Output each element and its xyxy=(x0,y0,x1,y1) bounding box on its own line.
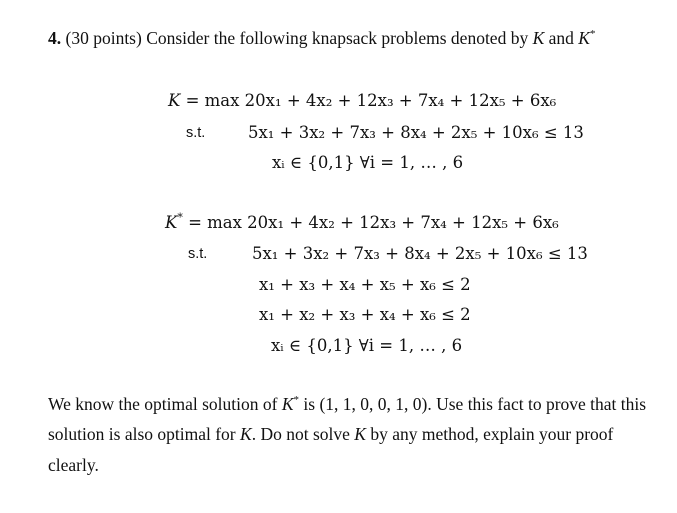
paragraph-line-2-part-b: . Do not solve xyxy=(251,424,355,444)
paragraph-line-1-part-a: We know the optimal solution of xyxy=(48,394,282,414)
paragraph-line-2-part-c: by any method, explain your proof xyxy=(365,424,614,444)
symbol-k: K xyxy=(532,28,545,48)
kstar-domain: xᵢ ∈ {0,1} ∀i = 1, … , 6 xyxy=(271,336,463,355)
kstar-objective-star: * xyxy=(177,211,183,224)
paragraph-symbol-k-2: K xyxy=(354,424,366,444)
question-number: 4. xyxy=(48,28,62,48)
k-objective-lhs: K xyxy=(168,91,181,110)
question-intro-text: (30 points) Consider the following knapsack problems denoted by xyxy=(61,28,533,48)
paragraph-line-1 xyxy=(48,389,658,419)
paragraph-symbol-k-star: K xyxy=(281,394,294,414)
star-superscript: * xyxy=(589,28,596,40)
question-heading xyxy=(48,28,595,49)
k-objective xyxy=(168,91,556,110)
kstar-objective xyxy=(165,213,559,232)
kstar-objective-expression: = max 20x₁ + 4x₂ + 12x₃ + 7x₄ + 12x₅ + 6x₆ xyxy=(182,213,559,232)
k-constraint-1: 5x₁ + 3x₂ + 7x₃ + 8x₄ + 2x₅ + 10x₆ ≤ 13 xyxy=(248,123,584,142)
kstar-constraint-2: x₁ + x₃ + x₄ + x₅ + x₆ ≤ 2 xyxy=(259,275,471,294)
question-and-text: and xyxy=(544,28,579,48)
paragraph-star: * xyxy=(293,394,300,406)
k-domain: xᵢ ∈ {0,1} ∀i = 1, … , 6 xyxy=(272,153,464,172)
k-objective-expression: = max 20x₁ + 4x₂ + 12x₃ + 7x₄ + 12x₅ + 6x₆ xyxy=(180,91,557,110)
paragraph-line-3: clearly. xyxy=(48,455,99,475)
kstar-objective-lhs: K xyxy=(165,213,178,232)
paragraph-line-2 xyxy=(48,419,658,449)
symbol-k-star: K xyxy=(578,28,590,48)
kstar-st-label: s.t. xyxy=(188,246,208,262)
k-st-label: s.t. xyxy=(186,125,206,141)
paragraph-line-1-part-b: is (1, 1, 0, 0, 1, 0). Use this fact to prove that this xyxy=(299,394,647,414)
kstar-constraint-3: x₁ + x₂ + x₃ + x₄ + x₆ ≤ 2 xyxy=(259,305,471,324)
paragraph-line-2-part-a: solution is also optimal for xyxy=(48,424,241,444)
paragraph-symbol-k: K xyxy=(240,424,252,444)
kstar-constraint-1: 5x₁ + 3x₂ + 7x₃ + 8x₄ + 2x₅ + 10x₆ ≤ 13 xyxy=(252,244,588,263)
